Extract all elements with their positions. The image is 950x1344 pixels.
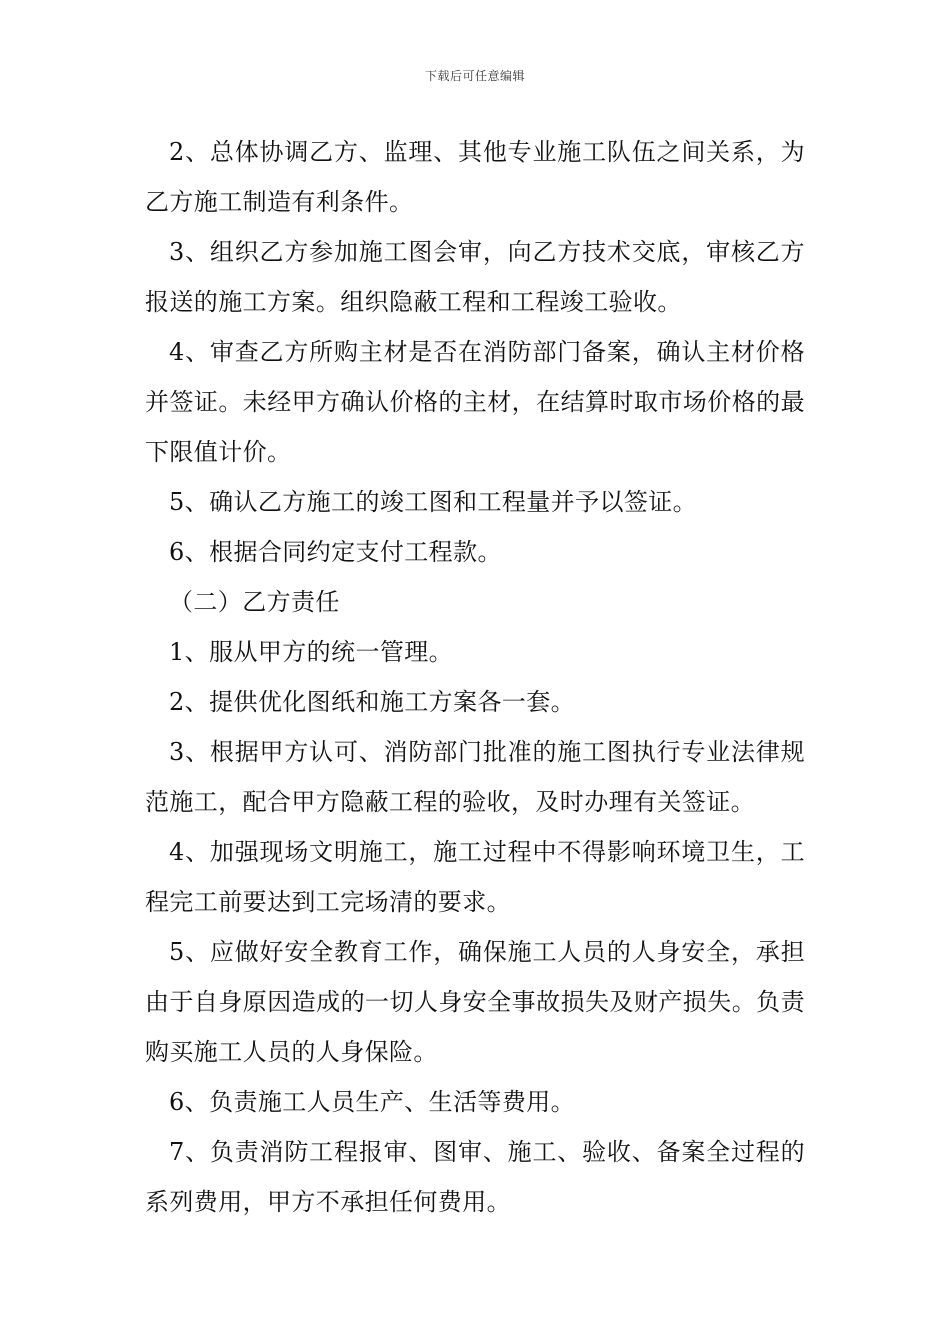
paragraph: 6、根据合同约定支付工程款。 — [169, 538, 502, 566]
paragraph: 4、审查乙方所购主材是否在消防部门备案，确认主材价格并签证。未经甲方确认价格的主材，在结算时取市场价格的最下限值计价。 — [145, 338, 805, 466]
paragraph: 1、服从甲方的统一管理。 — [169, 638, 454, 666]
paragraph: 5、确认乙方施工的竣工图和工程量并予以签证。 — [169, 488, 698, 516]
paragraph: 3、根据甲方认可、消防部门批准的施工图执行专业法律规范施工，配合甲方隐蔽工程的验收，及时办理有关签证。 — [145, 738, 805, 816]
page-header-note: 下载后可任意编辑 — [424, 69, 525, 83]
paragraph: 2、总体协调乙方、监理、其他专业施工队伍之间关系，为乙方施工制造有利条件。 — [145, 138, 805, 216]
paragraph: 6、负责施工人员生产、生活等费用。 — [169, 1088, 576, 1116]
paragraph: 3、组织乙方参加施工图会审，向乙方技术交底，审核乙方报送的施工方案。组织隐蔽工程和工程竣工验收。 — [145, 238, 805, 316]
paragraph: 5、应做好安全教育工作，确保施工人员的人身安全，承担由于自身原因造成的一切人身安全事故损失及财产损失。负责购买施工人员的人身保险。 — [145, 938, 805, 1066]
section-heading: （二）乙方责任 — [169, 588, 340, 616]
document-body — [145, 127, 805, 1227]
paragraph: 7、负责消防工程报审、图审、施工、验收、备案全过程的系列费用，甲方不承担任何费用。 — [145, 1138, 805, 1216]
paragraph: 4、加强现场文明施工，施工过程中不得影响环境卫生，工程完工前要达到工完场清的要求。 — [145, 838, 805, 916]
paragraph: 2、提供优化图纸和施工方案各一套。 — [169, 688, 576, 716]
